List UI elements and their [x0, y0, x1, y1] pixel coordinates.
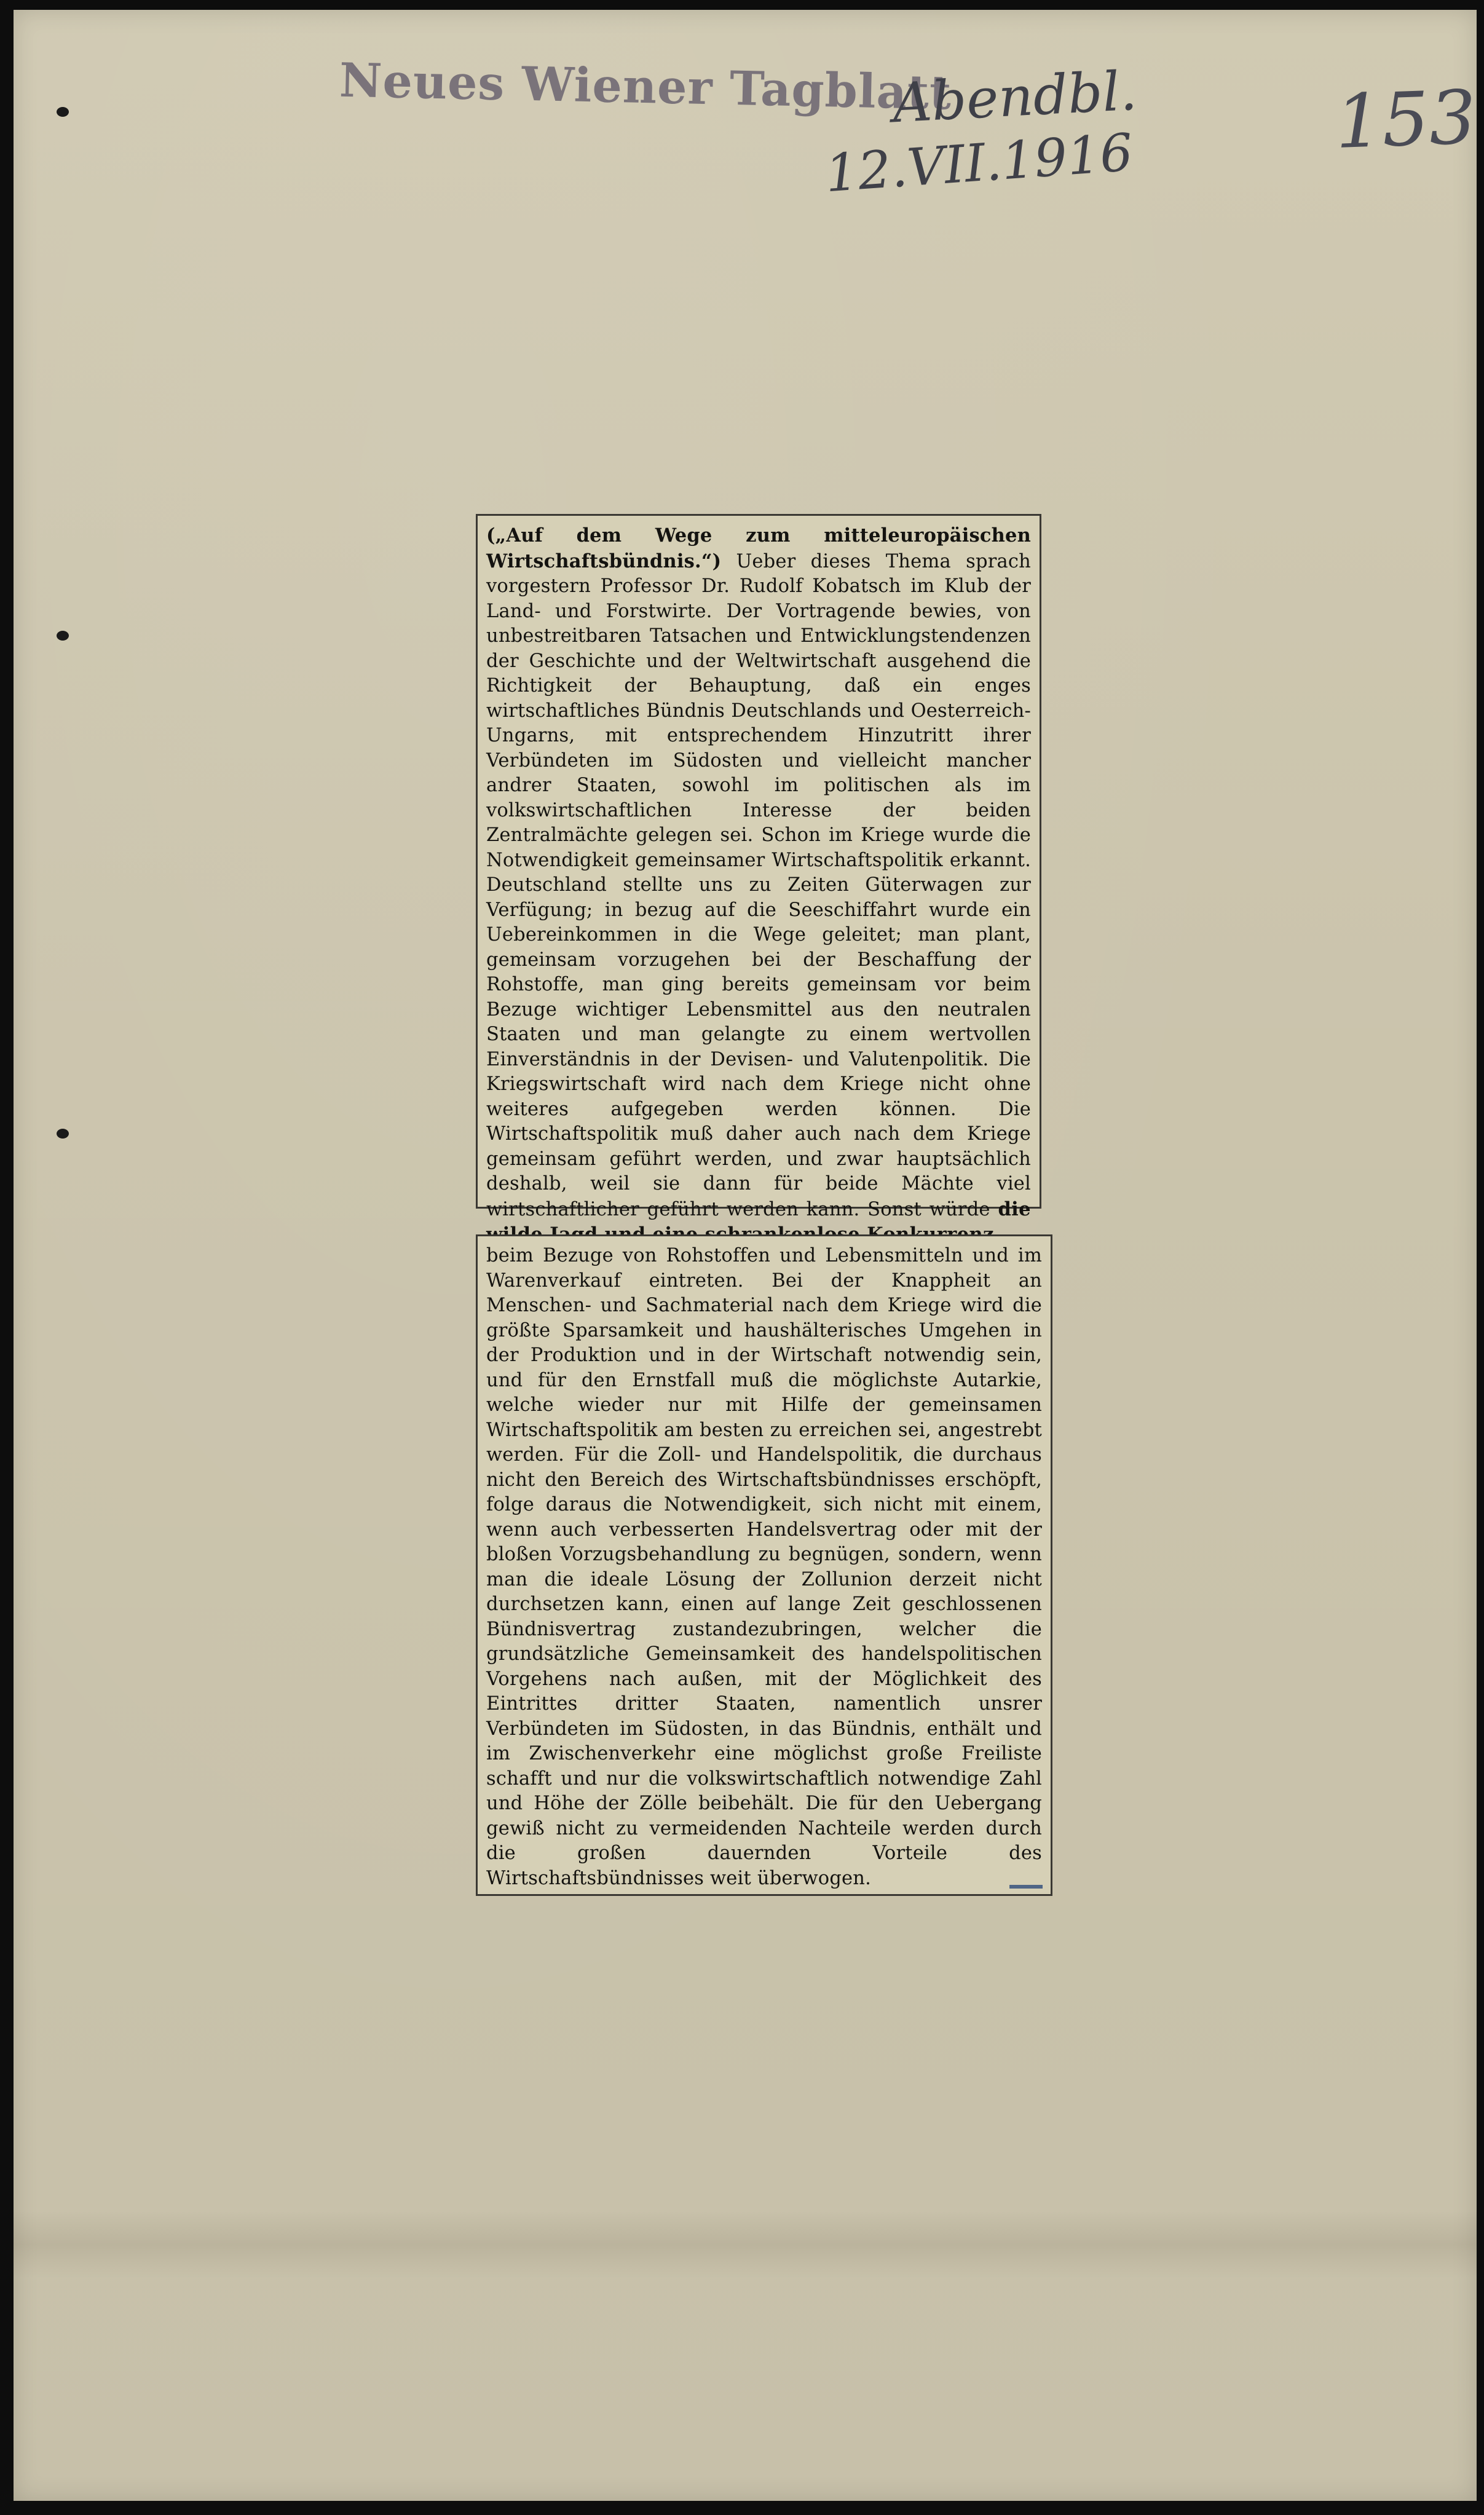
article-paragraph-1	[486, 523, 1031, 1248]
article-clipping-part-1	[476, 514, 1041, 1220]
article-column-1-closing: die	[998, 1198, 1031, 1220]
article-text-column-1: Ueber dieses Thema sprach vorgestern Professor Dr. Rudolf Kobatsch im Klub der Land- und Forstwirte. Der Vortragende bewies, von unbestreitbaren Tatsachen und Entwicklungstendenzen der Geschichte und der Weltwirtschaft ausgehend die Richtigkeit der Behauptung, daß ein enges wirtschaftliches Bündnis Deutschlands und Oesterreich-Ungarns, mit entsprechendem Hinzutritt ihrer Verbündeten im Südosten und vielleicht mancher andrer Staaten, sowohl im politischen als im volkswirtschaftlichen Interesse der beiden Zentralmächte gelegen sei. Schon im Kriege wurde die Notwendigkeit gemeinsamer Wirtschaftspolitik erkannt. Deutschland stellte uns zu Zeiten Güterwagen zur Verfügung; in bezug auf die Seeschiffahrt wurde ein Uebereinkommen in die Wege geleitet; man plant, gemeinsam vorzugehen bei der Beschaffung der Rohstoffe, man ging bereits gemeinsam vor beim Bezuge wichtiger Lebensmittel aus den neutralen Staaten und man gelangte zu einem wertvollen Einverständnis in der Devisen- und Valutenpolitik. Die Kriegswirtschaft wird nach dem Kriege nicht ohne weiteres aufgegeben werden können. Die Wirtschaftspolitik muß daher auch nach dem Kriege gemeinsam geführt werden, und zwar hauptsächlich deshalb, weil sie dann für beide Mächte viel wirtschaftlicher geführt werden kann. Sonst würde	[486, 550, 1032, 1220]
blue-pencil-mark	[1009, 1885, 1043, 1889]
archive-sheet	[14, 10, 1477, 2501]
handwritten-date: 12.VII.1916	[823, 122, 1135, 204]
article-clipping-part-2	[476, 1234, 1052, 1896]
punch-hole-bottom	[57, 1129, 69, 1139]
punch-hole-top	[57, 107, 69, 117]
punch-hole-middle	[57, 631, 69, 641]
handwritten-edition: Abendbl.	[891, 58, 1139, 135]
handwritten-page-number: 153	[1333, 75, 1478, 165]
article-title: („Auf dem Wege zum mitteleuropäischen Wirtschaftsbündnis.“)	[486, 524, 1031, 572]
paper-fold-band	[14, 2211, 1477, 2278]
newspaper-name-stamp: Neues Wiener Tagblatt	[339, 52, 952, 120]
article-text-column-2: beim Bezuge von Rohstoffen und Lebensmitteln und im Warenverkauf eintreten. Bei der Knappheit an Menschen- und Sachmaterial nach dem Kriege wird die größte Sparsamkeit und haushälterisches Umgehen in der Produktion und in der Wirtschaft notwendig sein, und für den Ernstfall muß die möglichste Autarkie, welche wieder nur mit Hilfe der gemeinsamen Wirtschaftspolitik am besten zu erreichen sei, angestrebt werden. Für die Zoll- und Handelspolitik, die durchaus nicht den Bereich des Wirtschaftsbündnisses erschöpft, folge daraus die Notwendigkeit, sich nicht mit einem, wenn auch verbesserten Handelsvertrag oder mit der bloßen Vorzugsbehandlung zu begnügen, sondern, wenn man die ideale Lösung der Zollunion derzeit nicht durchsetzen kann, einen auf lange Zeit geschlossenen Bündnisvertrag zustandezubringen, welcher die grundsätzliche Gemeinsamkeit des handelspolitischen Vorgehens nach außen, mit der Möglichkeit des Eintrittes dritter Staaten, namentlich unsrer Verbündeten im Südosten, in das Bündnis, enthält und im Zwischenverkehr eine möglichst große Freiliste schafft und nur die volkswirtschaftlich notwendige Zahl und Höhe der Zölle beibehält. Die für den Uebergang gewiß nicht zu vermeidenden Nachteile werden durch die großen dauernden Vorteile des Wirtschaftsbündnisses weit überwogen.	[486, 1245, 1042, 1889]
